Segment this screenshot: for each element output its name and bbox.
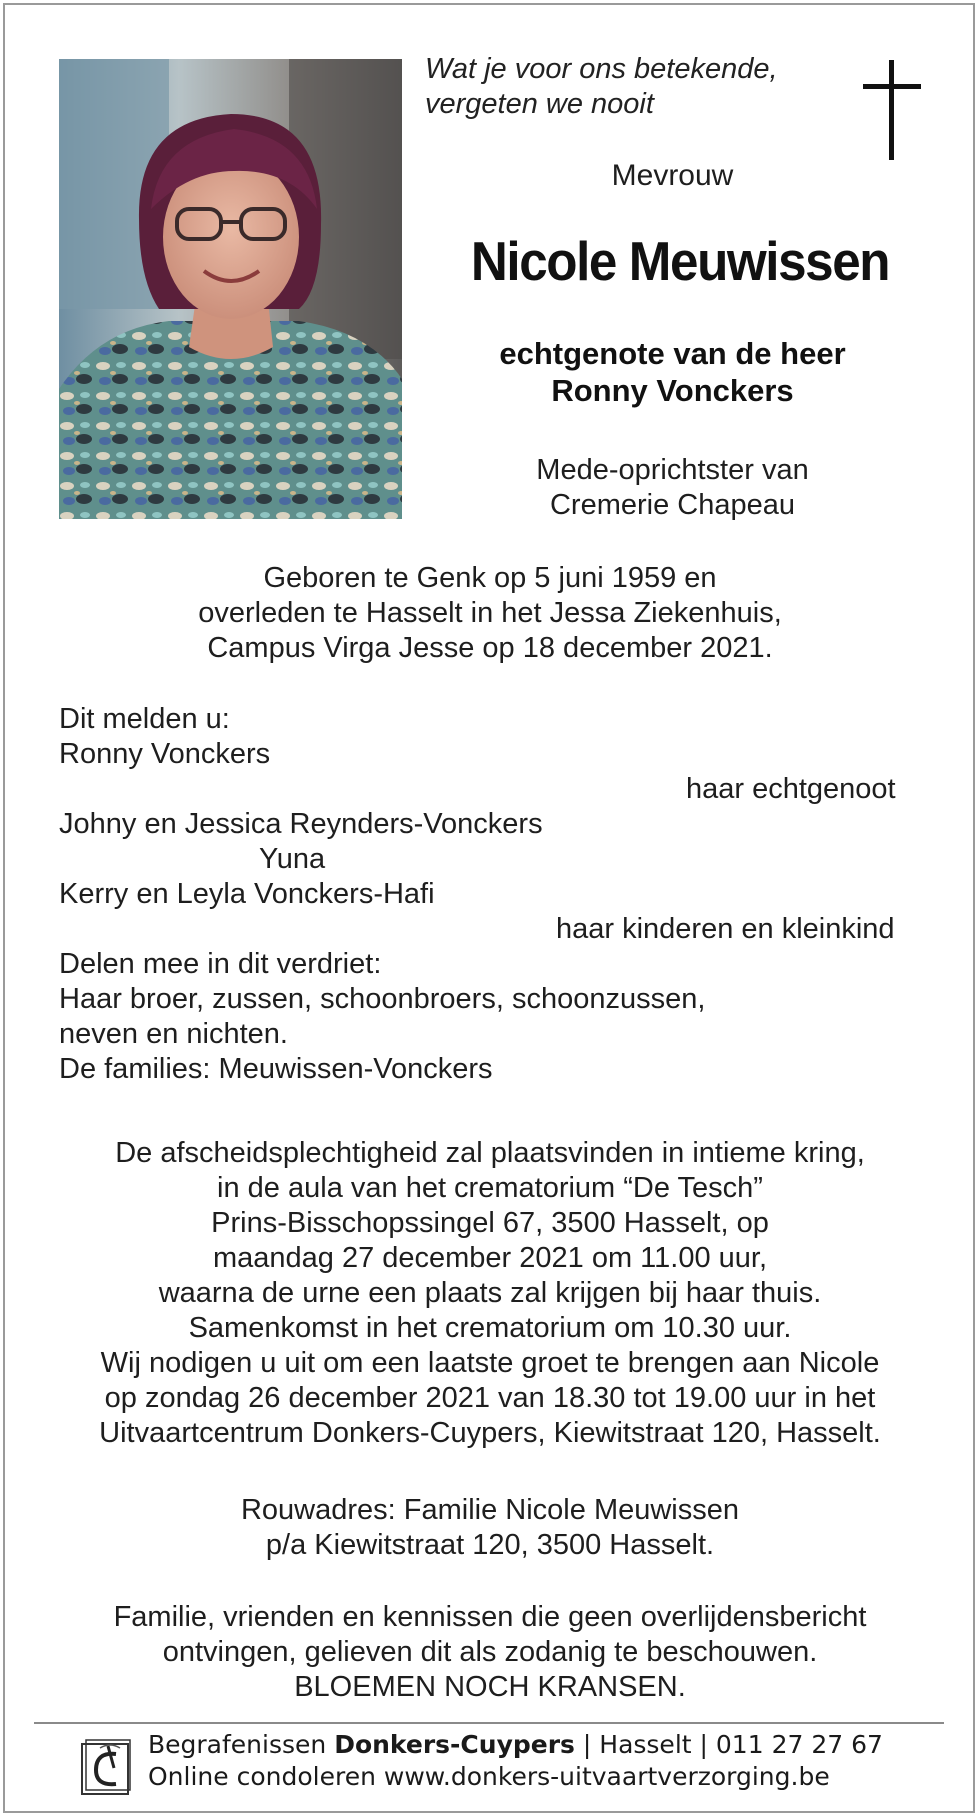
cofounder-info <box>420 453 925 523</box>
mourning-address <box>40 1493 940 1563</box>
family-relatives: Haar broer, zussen, schoonbroers, schoonzussen, <box>59 983 706 1015</box>
ceremony-line: Samenkomst in het crematorium om 10.30 uur. <box>188 1312 792 1344</box>
notice-line: Familie, vrienden en kennissen die geen overlijdensbericht <box>113 1601 867 1633</box>
footer-city: Hasselt <box>599 1730 692 1759</box>
motto-line: vergeten we nooit <box>425 88 654 120</box>
salutation: Mevrouw <box>611 159 734 192</box>
ceremony-line: Prins-Bisschopssingel 67, 3500 Hasselt, op <box>211 1207 769 1239</box>
ceremony-line: waarna de urne een plaats zal krijgen bij haar thuis. <box>158 1277 822 1309</box>
spouse-line: Ronny Vonckers <box>551 373 794 408</box>
cofounder-line: Cremerie Chapeau <box>549 489 795 521</box>
closing-notice <box>40 1600 940 1705</box>
footer-online-label: Online condoleren <box>148 1762 384 1791</box>
family-relatives: neven en nichten. <box>59 1018 288 1050</box>
family-child: Kerry en Leyla Vonckers-Hafi <box>59 878 435 910</box>
family-intro: Dit melden u: <box>59 703 230 735</box>
ceremony-line: op zondag 26 december 2021 van 18.30 tot 19.00 uur in het <box>104 1382 876 1414</box>
spouse-info <box>420 335 925 409</box>
footer-separator: | <box>574 1730 600 1759</box>
family-grandchild: Yuna <box>259 843 326 875</box>
footer-line1 <box>148 1729 948 1761</box>
family-announcement <box>59 702 939 1087</box>
footer-prefix: Begrafenissen <box>148 1730 335 1759</box>
footer-company: Donkers-Cuypers <box>334 1730 575 1759</box>
portrait-photo <box>59 59 402 519</box>
footer-separator: | <box>691 1730 716 1759</box>
birth-death-line: Campus Virga Jesse op 18 december 2021. <box>207 632 773 664</box>
family-spouse-name: Ronny Vonckers <box>59 738 271 770</box>
family-spouse-relation: haar echtgenoot <box>686 773 896 805</box>
ceremony-line: Wij nodigen u uit om een laatste groet te brengen aan Nicole <box>100 1347 880 1379</box>
ceremony-line: De afscheidsplechtigheid zal plaatsvinden in intieme kring, <box>115 1137 865 1169</box>
birth-death-line: Geboren te Genk op 5 juni 1959 en <box>263 562 717 594</box>
footer-website-link[interactable]: www.donkers-uitvaartverzorging.be <box>383 1762 830 1791</box>
motto-line: Wat je voor ons betekende, <box>425 53 778 85</box>
ceremony-line: Uitvaartcentrum Donkers-Cuypers, Kiewitstraat 120, Hasselt. <box>99 1417 881 1449</box>
ceremony-info <box>40 1136 940 1451</box>
cross-icon <box>863 60 921 160</box>
funeral-home-logo-icon <box>80 1738 132 1796</box>
birth-death-info <box>40 561 940 666</box>
ceremony-line: maandag 27 december 2021 om 11.00 uur, <box>212 1242 768 1274</box>
ceremony-line: in de aula van het crematorium “De Tesch” <box>217 1172 763 1204</box>
notice-line: BLOEMEN NOCH KRANSEN. <box>294 1671 686 1703</box>
notice-line: ontvingen, gelieven dit als zodanig te beschouwen. <box>162 1636 818 1668</box>
funeral-home-footer <box>148 1729 948 1793</box>
address-line: p/a Kiewitstraat 120, 3500 Hasselt. <box>265 1529 715 1561</box>
footer-divider <box>34 1722 944 1724</box>
birth-death-line: overleden te Hasselt in het Jessa Ziekenhuis, <box>198 597 782 629</box>
footer-line2 <box>148 1761 948 1793</box>
family-families: De families: Meuwissen-Vonckers <box>59 1053 493 1085</box>
deceased-name: Nicole Meuwissen <box>470 230 890 292</box>
cofounder-line: Mede-oprichtster van <box>536 454 809 486</box>
family-child: Johny en Jessica Reynders-Vonckers <box>59 808 543 840</box>
spouse-line: echtgenote van de heer <box>499 336 846 371</box>
memorial-motto <box>425 52 815 122</box>
family-share-intro: Delen mee in dit verdriet: <box>59 948 382 980</box>
address-line: Rouwadres: Familie Nicole Meuwissen <box>240 1494 739 1526</box>
footer-phone: 011 27 27 67 <box>715 1730 883 1759</box>
family-children-relation: haar kinderen en kleinkind <box>556 913 895 945</box>
